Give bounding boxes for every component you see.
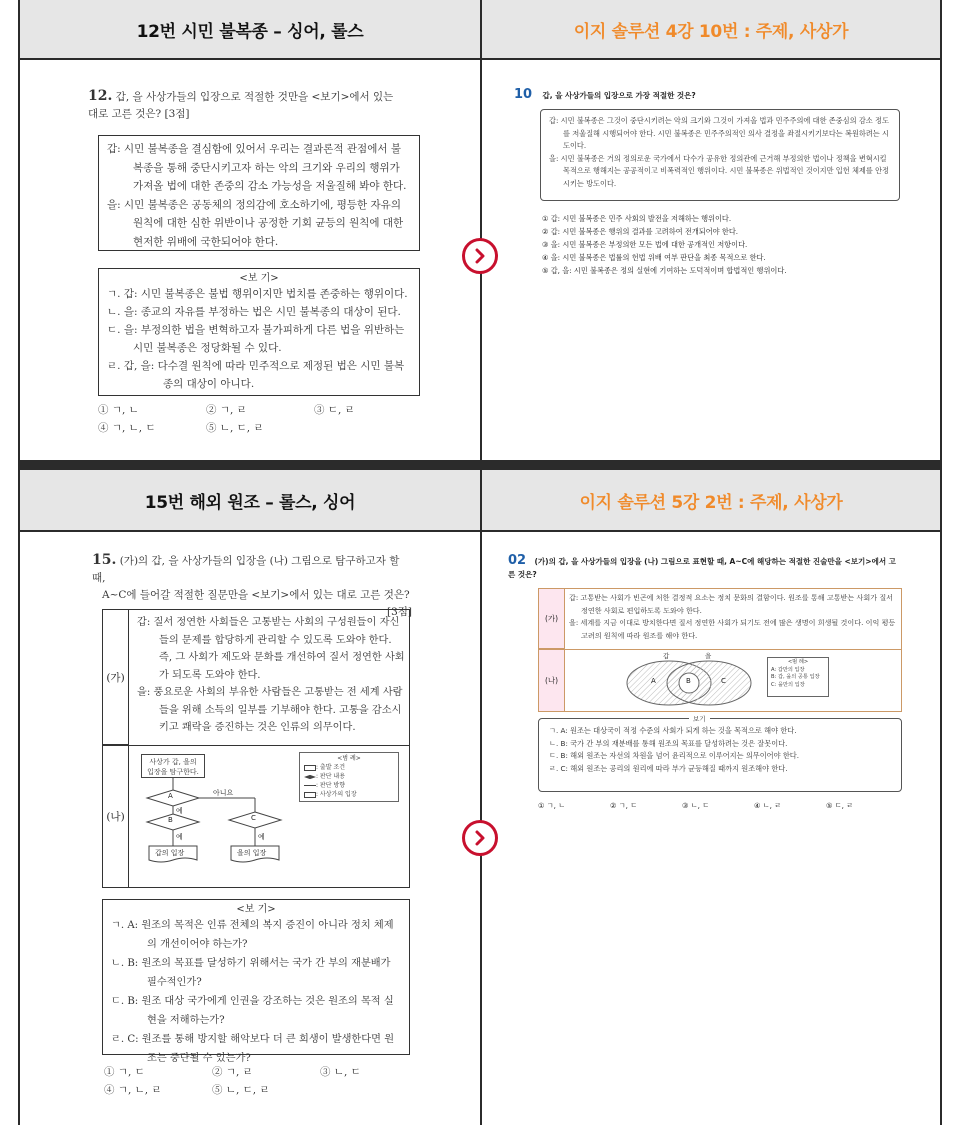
passage-gap: 갑: 고통받는 사회가 빈곤에 처한 결정적 요소는 정치 문화의 결함이다. 원조를 통해 고통받는 사회가 질서 정연한 사회로 편입하도록 도와야 한다.	[569, 593, 894, 615]
solution-number: 02	[508, 553, 527, 568]
venn-legend	[767, 657, 829, 697]
venn-label-eul: 을	[705, 652, 712, 660]
bogi-item: ㄴ. 을: 종교의 자유를 부정하는 법은 시민 불복종의 대상이 된다.	[107, 306, 401, 318]
choice-2[interactable]: ② ㄱ, ㄹ	[212, 1066, 253, 1078]
legend-item: A: 갑만의 입장	[771, 666, 805, 673]
solution-stem	[514, 88, 914, 102]
bogi-item: ㄷ. B: 원조 대상 국가에게 인권을 강조하는 것은 원조의 목적 실현을 저해하는가?	[111, 996, 394, 1026]
venn-c: C	[721, 677, 726, 685]
choice-3[interactable]: ③ ㄴ, ㄷ	[320, 1066, 361, 1078]
answer-choices	[542, 212, 912, 277]
stem-line: A~C에 들어갈 적절한 질문만을 <보기>에서 있는 대로 고른 것은?	[102, 589, 410, 601]
solution-panel-10	[482, 60, 940, 460]
bogi-item: ㄴ. B: 원조의 목표를 달성하기 위해서는 국가 간 부의 재분배가 필수적인가?	[111, 958, 391, 988]
legend-item: C: 을만의 입장	[771, 681, 805, 688]
na-label: (나)	[539, 650, 565, 711]
stem-text: (가)의 갑, 을 사상가들의 입장을 (나) 그림으로 표현할 때, A~C에 해당하는 적절한 진술만을 <보기>에서 고른 것은?	[508, 557, 896, 579]
venn-a: A	[651, 677, 656, 685]
flow-legend	[299, 752, 399, 802]
ga-passage	[137, 614, 407, 737]
bogi-box	[102, 899, 410, 1064]
bogi-box	[98, 268, 420, 396]
legend-item: : 판단 방향	[304, 781, 394, 790]
ga-label: (가)	[539, 589, 565, 649]
ga-na-table	[538, 588, 902, 712]
flow-start: 사상가 갑, 을의 입장을 탐구한다.	[141, 754, 205, 778]
solution-stem	[508, 554, 903, 581]
choice-4[interactable]: ④ 을: 시민 불복종은 법률의 헌법 위배 여부 판단을 최종 목적으로 한다.	[542, 253, 766, 262]
answer-choices	[98, 401, 428, 437]
choice-1[interactable]: ① ㄱ, ㄷ	[104, 1066, 145, 1078]
exam-panel-q15	[20, 532, 480, 1125]
venn-label-gap: 갑	[663, 652, 670, 660]
legend-item: B: 갑, 을의 공통 입장	[771, 674, 820, 680]
bogi-item: ㄱ. A: 원조는 대상국이 적정 수준의 사회가 되게 하는 것을 목적으로 해야 한다.	[549, 726, 797, 735]
flow-yes-label: 예	[176, 807, 183, 815]
bogi-title: 보기	[689, 713, 710, 726]
answer-choices	[538, 799, 908, 812]
panel-header: 15번 해외 원조 – 롤스, 싱어	[20, 470, 480, 530]
na-label: (나)	[103, 746, 129, 887]
chevron-right-circle-icon[interactable]	[462, 820, 498, 856]
choice-1[interactable]: ① ㄱ, ㄴ	[538, 801, 566, 810]
choice-2[interactable]: ② 갑: 시민 불복종은 행위의 결과를 고려하여 전개되어야 한다.	[542, 227, 739, 236]
bogi-item: ㄱ. A: 원조의 목적은 인류 전체의 복지 증진이 아니라 정치 체제의 개선이어야 하는가?	[111, 920, 394, 950]
question-number: 12.	[88, 88, 113, 104]
stem-line: 갑, 을 사상가들의 입장으로 적절한 것만을 <보기>에서 있는	[115, 91, 394, 103]
legend-item: : 사상가의 입장	[304, 790, 394, 799]
choice-2[interactable]: ② ㄱ, ㄹ	[206, 404, 247, 416]
choice-5[interactable]: ⑤ ㄴ, ㄷ, ㄹ	[206, 422, 264, 434]
panel-header: 이지 솔루션 4강 10번 : 주제, 사상가	[482, 0, 940, 58]
choice-5[interactable]: ⑤ ㄷ, ㄹ	[826, 801, 854, 810]
choice-4[interactable]: ④ ㄱ, ㄴ, ㄷ	[98, 422, 156, 434]
passage-box	[98, 135, 420, 251]
flow-yes-label: 예	[258, 833, 265, 841]
chevron-right-circle-icon[interactable]	[462, 238, 498, 274]
flow-end-eul: 을의 입장	[237, 849, 267, 857]
flow-node-c: C	[251, 814, 256, 822]
flow-yes-label: 예	[176, 833, 183, 841]
choice-1[interactable]: ① 갑: 시민 불복종은 민주 사회의 발전을 저해하는 행위이다.	[542, 214, 732, 223]
legend-item: : 출발 조건	[304, 763, 394, 772]
panel-header: 이지 솔루션 5강 2번 : 주제, 사상가	[482, 470, 940, 530]
passage-gap: 갑: 질서 정연한 사회들은 고통받는 사회의 구성원들이 자신들의 문제를 합당하게 관리할 수 있도록 도와야 한다. 즉, 그 사회가 제도와 문화를 개선하여 질서 정연한 사회가 되도록 도와야 한다.	[137, 617, 405, 681]
flow-node-a: A	[168, 792, 173, 800]
bogi-box	[538, 715, 902, 792]
stem-text: 갑, 을 사상가들의 입장으로 가장 적절한 것은?	[542, 91, 696, 100]
flow-end-gap: 갑의 입장	[155, 849, 185, 857]
flow-node-b: B	[168, 816, 173, 824]
ga-passage	[569, 592, 899, 642]
choice-3[interactable]: ③ ㄷ, ㄹ	[314, 404, 355, 416]
passage-eul: 을: 시민 불복종은 거의 정의로운 국가에서 다수가 공유한 정의관에 근거해 부정의한 법이나 정책을 변혁시킬 목적으로 행해지는 공공적이고 비폭력적인 행위이다. 시민 불복종은 위법적인 것이지만 입헌 체제를 안정시키는 방도이다.	[549, 153, 889, 188]
bogi-title: <보 기>	[236, 904, 276, 915]
bogi-title: <보 기>	[239, 273, 279, 284]
passage-gap: 갑: 시민 불복종을 결심함에 있어서 우리는 결과론적 관점에서 불복종을 통해 중단시키고자 하는 악의 크기와 우리의 행위가 가져올 법에 대한 존중의 감소 가능성을 저울질해 봐야 한다.	[107, 143, 407, 192]
venn-b: B	[686, 677, 691, 685]
choice-4[interactable]: ④ ㄴ, ㄹ	[754, 801, 782, 810]
passage-gap: 갑: 시민 불복종은 그것이 중단시키려는 악의 크기와 그것이 가져올 법과 민주주의에 대한 존중심의 감소 정도를 저울질해 시행되어야 한다. 시민 불복종은 민주주의적인 의사 결정을 좌절시키기보다는 복원하려는 시도이다.	[549, 116, 889, 150]
bogi-item: ㄷ. 을: 부정의한 법을 변혁하고자 불가피하게 다른 법을 위반하는 시민 불복종은 정당화될 수 있다.	[107, 324, 405, 354]
bogi-item: ㄴ. B: 국가 간 부의 재분배를 통해 원조의 목표를 달성하려는 것은 잘못이다.	[549, 738, 788, 748]
ga-na-table	[102, 609, 410, 888]
choice-3[interactable]: ③ ㄴ, ㄷ	[682, 801, 710, 810]
solution-number: 10	[514, 87, 533, 102]
choice-4[interactable]: ④ ㄱ, ㄴ, ㄹ	[104, 1084, 162, 1096]
points-label: [3점]	[386, 606, 412, 618]
passage-box	[540, 109, 900, 201]
exam-panel-q12	[20, 60, 480, 460]
solution-panel-02	[482, 532, 940, 1125]
row-divider	[539, 649, 901, 650]
ga-label: (가)	[103, 610, 129, 745]
bogi-item: ㄹ. C: 해외 원조는 공리의 원리에 따라 부가 균등해질 때까지 원조해야 한다.	[549, 763, 788, 773]
choice-5[interactable]: ⑤ 갑, 을: 시민 불복종은 정의 실현에 기여하는 도덕적이며 합법적인 행위이다.	[542, 266, 787, 275]
bogi-item: ㄹ. 갑, 을: 다수결 원칙에 따라 민주적으로 제정된 법은 시민 불복종의 대상이 아니다.	[107, 360, 405, 390]
bogi-item: ㄹ. C: 원조를 통해 방지할 해악보다 더 큰 희생이 발생한다면 원조는 중단될 수 있는가?	[111, 1034, 395, 1064]
question-stem	[88, 88, 428, 123]
legend-item: : 판단 내용	[304, 772, 394, 781]
choice-2[interactable]: ② ㄱ, ㄷ	[610, 801, 638, 810]
choice-1[interactable]: ① ㄱ, ㄴ	[98, 404, 139, 416]
passage-eul: 을: 세계를 지금 이대로 방치한다면 질서 정연한 사회가 되기도 전에 많은 생명이 희생될 것이다. 이익 평등 고려의 원칙에 따라 원조를 해야 한다.	[569, 618, 896, 640]
answer-choices	[104, 1063, 434, 1099]
legend-title: <범 례>	[337, 755, 361, 762]
legend-title: <범 례>	[787, 659, 809, 665]
choice-3[interactable]: ③ 을: 시민 불복종은 부정의한 모든 법에 대한 공개적인 저항이다.	[542, 240, 748, 249]
bogi-item: ㄷ. B: 해외 원조는 자선의 차원을 넘어 윤리적으로 이루어지는 의무이어야 한다.	[549, 751, 800, 760]
passage-eul: 을: 시민 불복종은 공동체의 정의감에 호소하기에, 평등한 자유의 원칙에 대한 심한 위반이나 공정한 기회 균등의 원칙에 대한 현저한 위배에 국한되어야 한다.	[107, 198, 404, 248]
passage-eul: 을: 풍요로운 사회의 부유한 사람들은 고통받는 전 세계 사람들을 위해 소득의 일부를 기부해야 한다. 고통을 감소시키고 쾌락을 증진하는 것은 인류의 의무이다.	[137, 687, 403, 733]
bogi-item: ㄱ. 갑: 시민 불복종은 불법 행위이지만 법치를 존중하는 행위이다.	[107, 288, 408, 300]
flowchart	[131, 746, 409, 887]
stem-line: 대로 고른 것은? [3점]	[88, 108, 190, 120]
stem-line: (가)의 갑, 을 사상가들의 입장을 (나) 그림으로 탐구하고자 할 때,	[92, 555, 400, 584]
flow-no-label: 아니요	[213, 789, 234, 797]
question-number: 15.	[92, 552, 117, 568]
choice-5[interactable]: ⑤ ㄴ, ㄷ, ㄹ	[212, 1084, 270, 1096]
panel-header: 12번 시민 불복종 – 싱어, 롤스	[20, 0, 480, 58]
